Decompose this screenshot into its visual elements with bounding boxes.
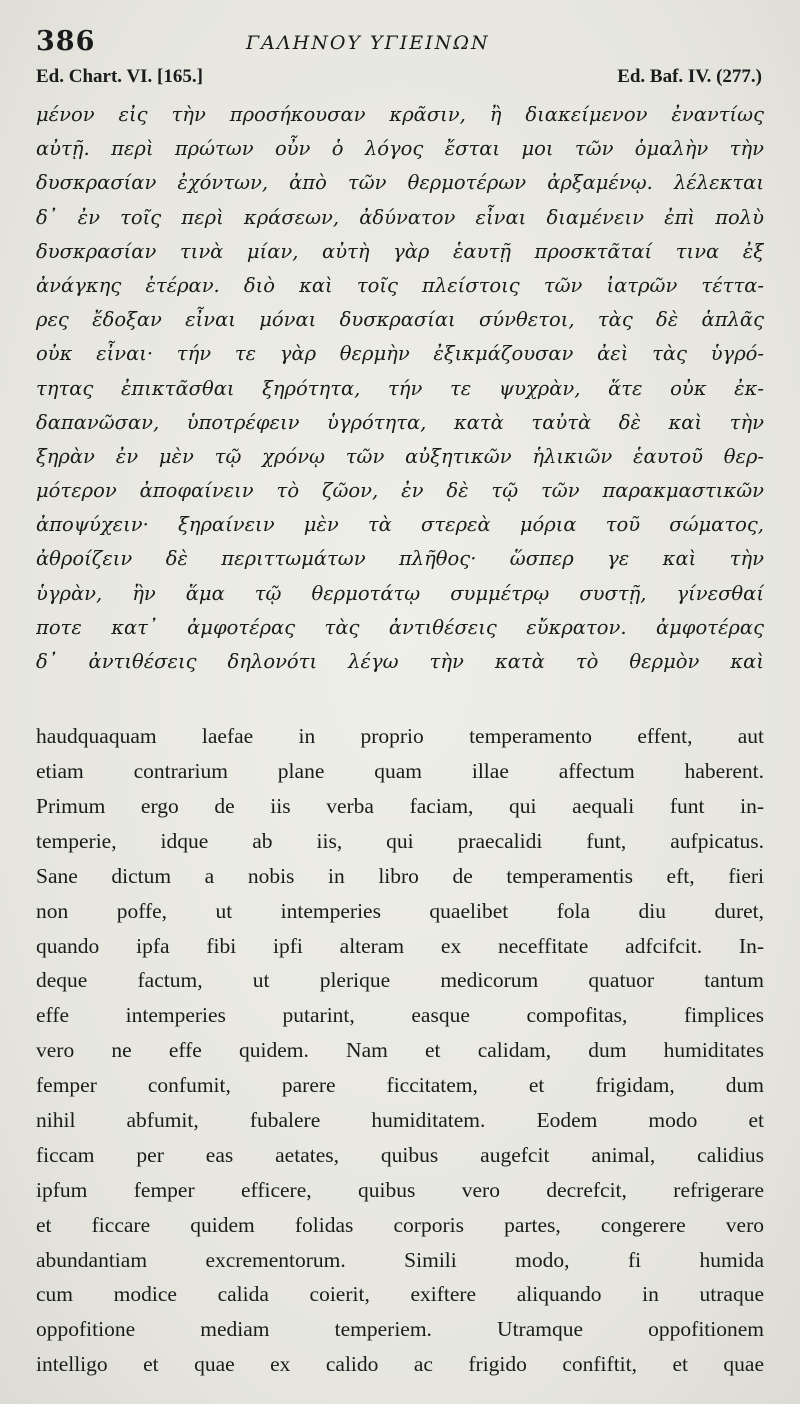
latin-text-line: Primum ergo de iis verba faciam, qui aequali funt in- bbox=[36, 793, 764, 818]
section-gap bbox=[36, 679, 764, 719]
latin-text-line: ipfum femper efficere, quibus vero decrefcit, refrigerare bbox=[36, 1177, 764, 1202]
latin-text-line: femper confumit, parere ficcitatem, et frigidam, dum bbox=[36, 1073, 764, 1098]
latin-text-line: etiam contrarium plane quam illae affectum haberent. bbox=[36, 759, 764, 784]
greek-text-block bbox=[36, 98, 764, 679]
greek-text-line: ὑγρὰν, ἣν ἅμα τῷ θερμοτάτῳ συμμέτρῳ συστῇ, γίνεσθαί bbox=[36, 581, 764, 605]
latin-text-line: effe intemperies putarint, easque compofitas, fimplices bbox=[36, 1003, 764, 1028]
running-title: ΓΑΛΗΝΟΥ ΥΓΙΕΙΝΩΝ bbox=[246, 32, 490, 54]
latin-text-line: haudquaquam laefae in proprio temperamento effent, aut bbox=[36, 724, 764, 749]
latin-text-line: vero ne effe quidem. Nam et calidam, dum humiditates bbox=[36, 1038, 764, 1063]
greek-text-line: μότερον ἀποφαίνειν τὸ ζῶον, ἐν δὲ τῷ τῶν παρακμαστικῶν bbox=[36, 479, 764, 503]
greek-text-line: οὐκ εἶναι· τήν τε γὰρ θερμὴν ἐξικμάζουσαν ἀεὶ τὰς ὑγρό- bbox=[36, 342, 764, 366]
latin-text-line: deque factum, ut plerique medicorum quatuor tantum bbox=[36, 968, 764, 993]
edition-reference-basel: Ed. Baf. IV. (277.) bbox=[617, 66, 762, 87]
greek-text-line: τητας ἐπικτᾶσθαι ξηρότητα, τήν τε ψυχρὰν, ἅτε οὐκ ἐκ- bbox=[36, 376, 764, 400]
latin-text-line: temperie, idque ab iis, qui praecalidi funt, aufpicatus. bbox=[36, 828, 764, 853]
edition-reference-line bbox=[36, 64, 764, 98]
latin-text-line: et ficcare quidem folidas corporis partes, congerere vero bbox=[36, 1212, 764, 1237]
latin-text-line: quando ipfa fibi ipfi alteram ex neceffitate adfcifcit. In- bbox=[36, 933, 764, 958]
latin-text-line: non poffe, ut intemperies quaelibet fola diu duret, bbox=[36, 898, 764, 923]
greek-text-line: δ᾽ ἀντιθέσεις δηλονότι λέγω τὴν κατὰ τὸ θερμὸν καὶ bbox=[36, 650, 764, 673]
greek-text-line: αὐτῇ. περὶ πρώτων οὖν ὁ λόγος ἔσται μοι τῶν ὁμαλὴν τὴν bbox=[36, 137, 764, 161]
greek-text-line: ξηρὰν ἐν μὲν τῷ χρόνῳ τῶν αὐξητικῶν ἡλικιῶν ἑαυτοῦ θερ- bbox=[36, 444, 764, 468]
running-head bbox=[36, 22, 764, 64]
greek-text-line: μένον εἰς τὴν προσήκουσαν κρᾶσιν, ἢ διακείμενον ἐναντίως bbox=[36, 103, 764, 126]
greek-text-line: ἀθροίζειν δὲ περιττωμάτων πλῆθος· ὥσπερ γε καὶ τὴν bbox=[36, 547, 764, 571]
latin-text-line: abundantiam excrementorum. Simili modo, fi humida bbox=[36, 1247, 764, 1272]
greek-text-line: ἀνάγκης ἑτέραν. διὸ καὶ τοῖς πλείστοις τῶν ἰατρῶν τέττα- bbox=[36, 273, 764, 297]
greek-text-line: δυσκρασίαν τινὰ μίαν, αὐτὴ γὰρ ἑαυτῇ προσκτᾶταί τινα ἐξ bbox=[36, 239, 764, 263]
latin-text-line: oppofitione mediam temperiem. Utramque oppofitionem bbox=[36, 1317, 764, 1342]
latin-text-line: nihil abfumit, fubalere humiditatem. Eodem modo et bbox=[36, 1107, 764, 1132]
greek-text-line: δυσκρασίαν ἐχόντων, ἀπὸ τῶν θερμοτέρων ἀρξαμένῳ. λέλεκται bbox=[36, 171, 764, 195]
greek-text-line: δαπανῶσαν, ὑποτρέφειν ὑγρότητα, κατὰ ταὐτὰ δὲ καὶ τὴν bbox=[36, 410, 764, 434]
latin-text-line: cum modice calida coierit, exiftere aliquando in utraque bbox=[36, 1282, 764, 1307]
latin-text-block bbox=[36, 719, 764, 1382]
greek-text-line: ἀποψύχειν· ξηραίνειν μὲν τὰ στερεὰ μόρια τοῦ σώματος, bbox=[36, 513, 764, 537]
greek-text-line: ποτε κατ᾽ ἀμφοτέρας τὰς ἀντιθέσεις εὔκρατον. ἀμφοτέρας bbox=[36, 615, 764, 639]
latin-text-line: intelligo et quae ex calido ac frigido confiftit, et quae bbox=[36, 1352, 764, 1377]
greek-text-line: ρες ἔδοξαν εἶναι μόναι δυσκρασίαι σύνθετοι, τὰς δὲ ἁπλᾶς bbox=[36, 308, 764, 332]
page-number: 386 bbox=[36, 26, 96, 57]
edition-reference-chartier: Ed. Chart. VI. [165.] bbox=[36, 66, 203, 87]
latin-text-line: Sane dictum a nobis in libro de temperamentis eft, fieri bbox=[36, 863, 764, 888]
latin-text-line: ficcam per eas aetates, quibus augefcit animal, calidius bbox=[36, 1142, 764, 1167]
greek-text-line: δ᾽ ἐν τοῖς περὶ κράσεων, ἀδύνατον εἶναι διαμένειν ἐπὶ πολὺ bbox=[36, 205, 764, 229]
